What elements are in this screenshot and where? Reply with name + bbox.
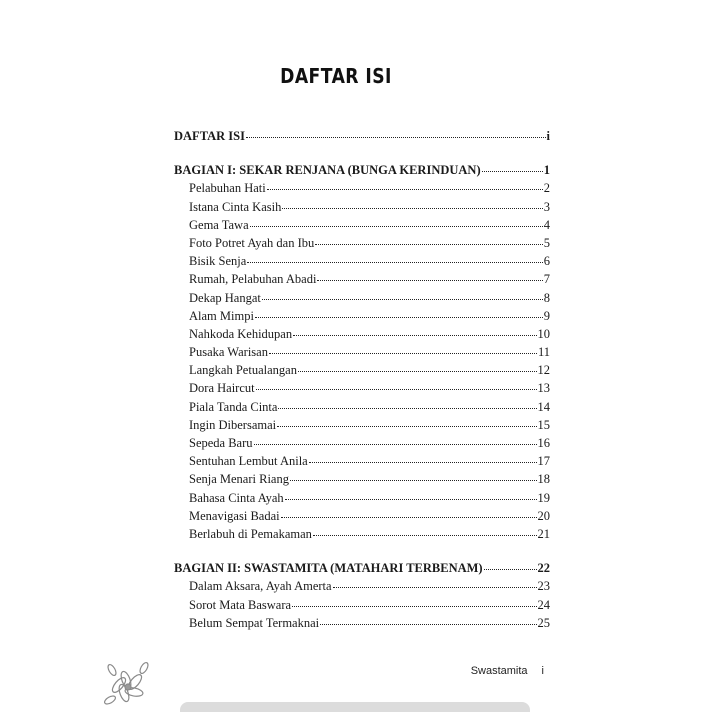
dot-leader — [482, 171, 543, 172]
dot-leader — [247, 262, 542, 263]
toc-entry-title: Berlabuh di Pemakaman — [189, 526, 312, 541]
footer-page-number: i — [541, 665, 544, 677]
dot-leader — [269, 353, 537, 354]
dot-leader — [278, 408, 536, 409]
dot-leader — [315, 244, 543, 245]
dot-leader — [262, 299, 543, 300]
toc-entry-page: 8 — [543, 290, 550, 305]
toc-entry-page: 14 — [537, 399, 550, 414]
dot-leader — [256, 389, 537, 390]
toc-entry-title: Dora Haircut — [189, 381, 255, 396]
dot-leader — [282, 208, 542, 209]
dot-leader — [484, 569, 537, 570]
dot-leader — [255, 317, 543, 318]
toc-entry-title: Belum Sempat Termaknai — [189, 615, 320, 630]
toc-entry-title: Bisik Senja — [189, 254, 247, 269]
document-page — [104, 40, 568, 708]
toc-entry-page: 18 — [537, 472, 550, 487]
toc-entry — [174, 418, 550, 436]
toc-entry — [174, 381, 550, 399]
toc-entry-page: i — [546, 129, 550, 143]
dot-leader — [250, 226, 543, 227]
toc-entry-page: 23 — [537, 579, 550, 594]
page-title: DAFTAR ISI — [280, 64, 392, 88]
dot-leader — [290, 480, 537, 481]
dot-leader — [267, 189, 543, 190]
toc-entry-title: Sorot Mata Baswara — [189, 597, 292, 612]
dot-leader — [293, 335, 536, 336]
toc-entry-page: 22 — [537, 561, 550, 576]
dot-leader — [254, 444, 537, 445]
toc-entry — [174, 345, 550, 363]
toc-entry-title: Rumah, Pelabuhan Abadi — [189, 272, 317, 287]
page-footer — [471, 665, 544, 677]
toc-entry — [174, 436, 550, 454]
toc-entry — [174, 181, 550, 199]
toc-entry-title: Sentuhan Lembut Anila — [189, 454, 308, 469]
toc-entry-title: Pelabuhan Hati — [189, 181, 266, 196]
toc-entry-title: DAFTAR ISI — [174, 129, 245, 143]
toc-entry-title: Foto Potret Ayah dan Ibu — [189, 235, 315, 250]
flower-ornament-icon — [104, 660, 154, 708]
table-of-contents — [174, 129, 550, 634]
toc-entry — [174, 363, 550, 381]
toc-entry-page: 15 — [537, 417, 550, 432]
toc-entry-page: 12 — [537, 363, 550, 378]
toc-entry-page: 11 — [537, 345, 550, 360]
toc-entry-page: 25 — [537, 615, 550, 630]
dot-leader — [281, 517, 537, 518]
toc-entry — [174, 218, 550, 236]
toc-entry-title: Dekap Hangat — [189, 290, 261, 305]
footer-book-title: Swastamita — [470, 665, 528, 677]
toc-entry — [174, 309, 550, 327]
toc-entry-page: 19 — [537, 490, 550, 505]
toc-entry — [174, 272, 550, 290]
toc-entry-page: 2 — [543, 181, 550, 196]
toc-entry-page: 21 — [537, 526, 550, 541]
dot-leader — [246, 137, 546, 138]
toc-entry — [174, 254, 550, 272]
toc-section-heading — [174, 129, 550, 147]
toc-section-heading — [174, 163, 550, 181]
toc-entry-title: Nahkoda Kehidupan — [189, 326, 293, 341]
dot-leader — [298, 371, 537, 372]
toc-entry-title: Bahasa Cinta Ayah — [189, 490, 284, 505]
toc-entry — [174, 327, 550, 345]
toc-entry-page: 9 — [543, 308, 550, 323]
toc-entry — [174, 527, 550, 545]
toc-entry-title: Istana Cinta Kasih — [189, 199, 282, 214]
toc-entry-page: 13 — [537, 381, 550, 396]
toc-entry-title: Menavigasi Badai — [189, 508, 280, 523]
toc-entry-title: Pusaka Warisan — [189, 345, 268, 360]
toc-entry-title: Alam Mimpi — [189, 308, 254, 323]
dot-leader — [285, 499, 537, 500]
toc-entry — [174, 200, 550, 218]
toc-entry-page: 4 — [543, 217, 550, 232]
dot-leader — [292, 606, 536, 607]
toc-entry-page: 5 — [543, 235, 550, 250]
dot-leader — [309, 462, 537, 463]
toc-entry-page: 7 — [543, 272, 550, 287]
toc-entry-page: 20 — [537, 508, 550, 523]
toc-entry-title: Dalam Aksara, Ayah Amerta — [189, 579, 332, 594]
toc-entry — [174, 579, 550, 597]
toc-entry — [174, 454, 550, 472]
toc-entry-title: Sepeda Baru — [189, 436, 253, 450]
toc-entry-title: BAGIAN I: SEKAR RENJANA (BUNGA KERINDUAN) — [174, 163, 481, 178]
toc-entry — [174, 616, 550, 634]
toc-entry-page: 16 — [537, 436, 550, 450]
toc-entry — [174, 291, 550, 309]
toc-entry — [174, 509, 550, 527]
toc-entry — [174, 236, 550, 254]
dot-leader — [277, 426, 536, 427]
toc-entry-title: Gema Tawa — [189, 217, 249, 232]
toc-entry-title: Ingin Dibersamai — [189, 417, 277, 432]
toc-entry-page: 10 — [537, 326, 550, 341]
dot-leader — [317, 280, 542, 281]
toc-entry-page: 17 — [537, 454, 550, 469]
toc-entry-page: 6 — [543, 254, 550, 269]
toc-section-heading — [174, 561, 550, 579]
toc-entry-title: Langkah Petualangan — [189, 363, 297, 378]
toc-entry-title: Piala Tanda Cinta — [189, 399, 278, 414]
toc-entry — [174, 598, 550, 616]
dot-leader — [313, 535, 537, 536]
toc-entry-title: BAGIAN II: SWASTAMITA (MATAHARI TERBENAM) — [174, 561, 483, 576]
toc-entry-title: Senja Menari Riang — [189, 472, 289, 487]
toc-entry-page: 24 — [537, 597, 550, 612]
toc-entry-page: 1 — [543, 163, 550, 178]
toc-entry — [174, 472, 550, 490]
toc-entry-page: 3 — [543, 199, 550, 214]
next-page-edge — [180, 702, 530, 712]
toc-entry — [174, 491, 550, 509]
dot-leader — [333, 587, 537, 588]
toc-entry — [174, 400, 550, 418]
dot-leader — [320, 624, 536, 625]
